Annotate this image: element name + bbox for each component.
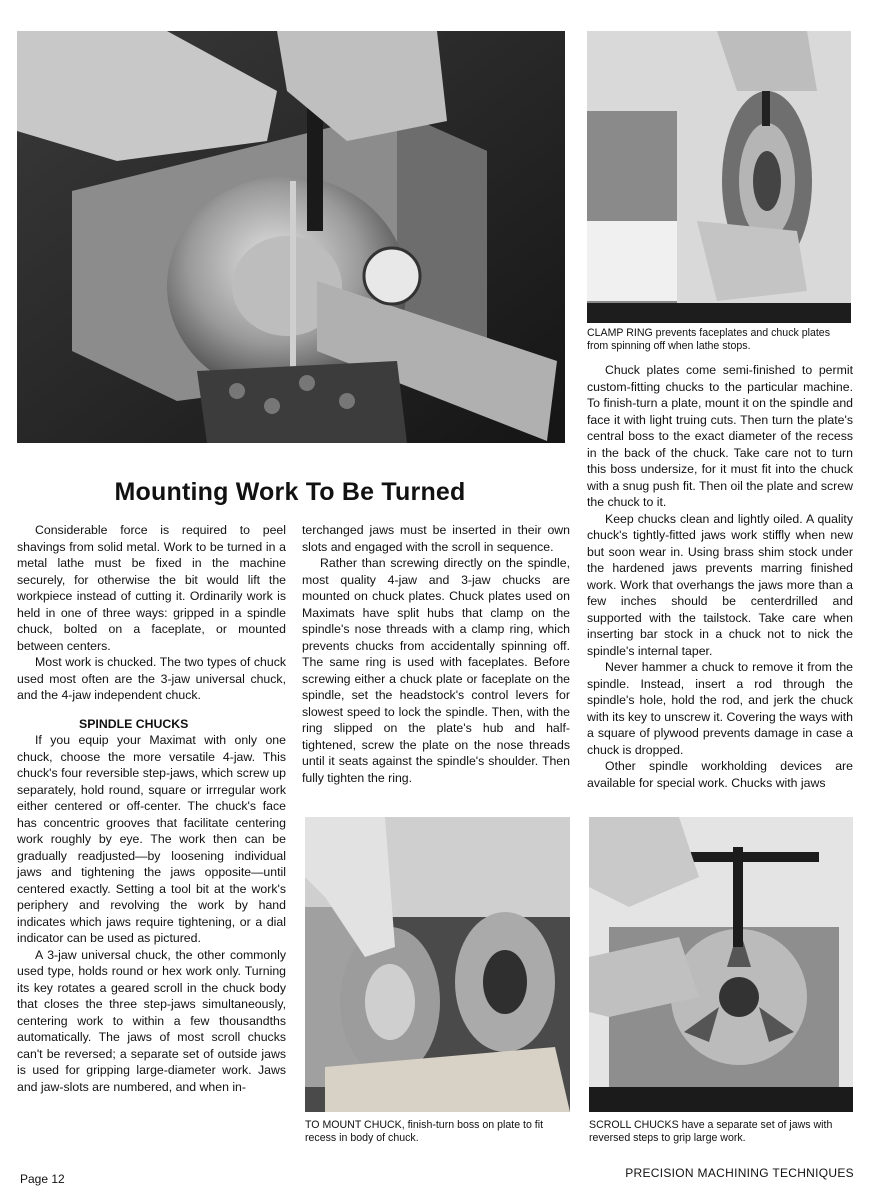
running-footer: PRECISION MACHINING TECHNIQUES bbox=[625, 1166, 854, 1180]
col2-paragraph-2: Rather than screwing directly on the spindle, most quality 4-jaw and 3-jaw chucks are mounted on chuck plates. Chuck plates used on Maximats have split hubs that clamp on the spindle's nose threads with a clamp ring, which prevents chucks from accidentally spinning off. The same ring is used with faceplates. Before screwing either a chuck plate or faceplate on the spindle, set the headstock's control levers for slowest speed to lock the spindle. Then, with the ring slipped on the plate's hub and half-tightened, screw the plate on the nose threads until it seats against the spindle's shoulder. Then fully tighten the ring. bbox=[302, 556, 570, 785]
col2-paragraph-1: terchanged jaws must be inserted in their own slots and engaged with the scroll in sequence. bbox=[302, 523, 570, 554]
col1-paragraph-2: Most work is chucked. The two types of chuck used most often are the 3-jaw universal chuck, and the 4-jaw independent chuck. bbox=[17, 655, 286, 702]
col1-paragraph-4: A 3-jaw universal chuck, the other commonly used type, holds round or hex work only. Turning its key rotates a geared scroll in the chuck body that closes the three step-jaws simultaneously, centering work to within a few thousandths automatically. The jaws of most scroll chucks can't be reversed; a separate set of outside jaws is used for gripping large-diameter work. Jaws and jaw-slots are numbered, and when in- bbox=[17, 947, 286, 1094]
mount-chuck-photo bbox=[305, 817, 570, 1112]
clamp-ring-caption: CLAMP RING prevents faceplates and chuck plates from spinning off when lathe stops. bbox=[587, 327, 830, 352]
scroll-chuck-caption: SCROLL CHUCKS have a separate set of jaws with reversed steps to grip large work. bbox=[589, 1119, 833, 1144]
clamp-ring-photo bbox=[587, 31, 851, 323]
body-column-3 bbox=[587, 362, 853, 791]
scroll-chuck-photo bbox=[589, 817, 853, 1112]
mount-chuck-caption: TO MOUNT CHUCK, finish-turn boss on plate to fit recess in body of chuck. bbox=[305, 1119, 544, 1144]
col3-paragraph-2: Keep chucks clean and lightly oiled. A quality chuck's tightly-fitted jaws work stiffly when new but soon wear in. Using brass shim stock under the hardened jaws prevents marring finished work. Work that overhangs the jaws more than a few inches should be centerdrilled and supported with the tailstock. Take care when inserting bar stock in a chuck not to nick the spindle's internal taper. bbox=[587, 511, 853, 658]
section-heading: SPINDLE CHUCKS bbox=[79, 716, 189, 731]
col1-paragraph-3: If you equip your Maximat with only one chuck, choose the more versatile 4-jaw. This chuck's four reversible step-jaws, which screw up separately, hold round, square or irrregular work either centered or off-center. The chuck's face has concentric grooves that facilitate centering work roughly by eye. The work then can be gradually readjusted—by loosening individual jaws and tightening the jaws opposite—until centered exactly. Setting a tool bit at the work's periphery and revolving the work by hand indicates which jaws require tightening, or a dial indicator can be used as pictured. bbox=[17, 733, 286, 945]
page-number: Page 12 bbox=[20, 1172, 65, 1186]
main-photo bbox=[17, 31, 565, 443]
col3-paragraph-1: Chuck plates come semi-finished to permit custom-fitting chucks to the particular machine. To finish-turn a plate, mount it on the spindle and face it with light truing cuts. Then turn the plate's central boss to the exact diameter of the recess in the back of the chuck. Take care not to turn this boss undersize, for it must fit into the chuck with a snug push fit. Then oil the plate and screw the chuck to it. bbox=[587, 363, 853, 509]
page-title: Mounting Work To Be Turned bbox=[114, 478, 466, 506]
col3-paragraph-4: Other spindle workholding devices are available for special work. Chucks with jaws bbox=[587, 759, 853, 790]
body-column-1 bbox=[17, 522, 286, 1095]
body-column-2 bbox=[302, 522, 570, 786]
col1-paragraph-1: Considerable force is required to peel shavings from solid metal. Work to be turned in a metal lathe must be fixed in the machine securely, for otherwise the bit would lift the workpiece instead of cutting it. Ordinarily work is held in one of three ways: gripped in a spindle chuck, bolted on a faceplate, or mounted between centers. bbox=[17, 523, 286, 653]
col3-paragraph-3: Never hammer a chuck to remove it from the spindle. Instead, insert a rod through the spindle's hole, hold the rod, and jerk the chuck with its key to unscrew it. Covering the ways with a square of plywood prevents damage in case a chuck is dropped. bbox=[587, 660, 853, 757]
